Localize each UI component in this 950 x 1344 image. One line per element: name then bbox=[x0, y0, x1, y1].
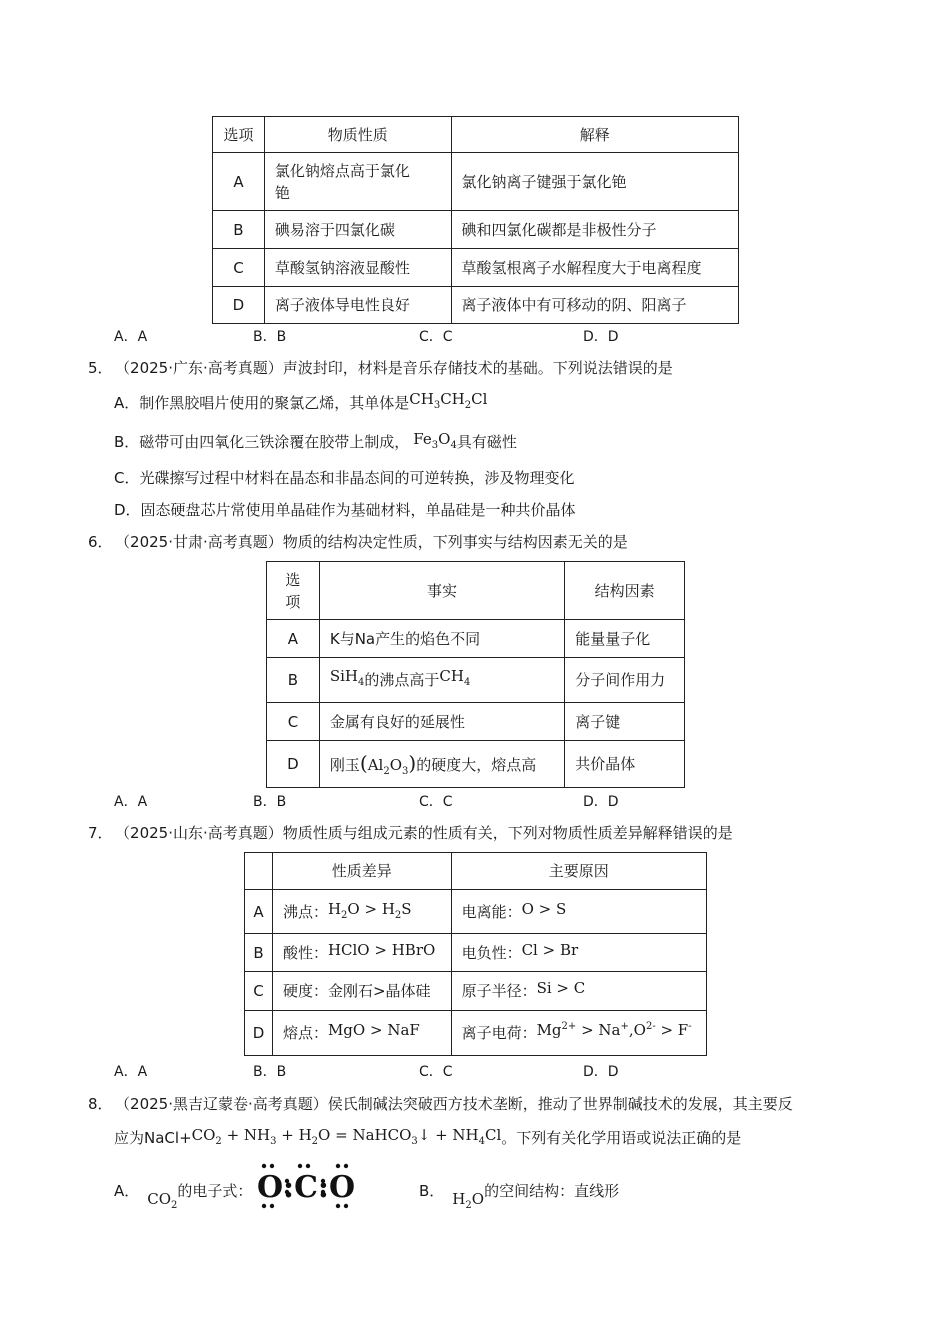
row-difference: 熔点：MgO > NaF bbox=[272, 1011, 451, 1056]
row-option: C bbox=[267, 703, 320, 741]
row-explanation: 离子液体中有可移动的阴、阳离子 bbox=[451, 287, 738, 324]
q4-table bbox=[212, 116, 739, 324]
header-reason: 主要原因 bbox=[451, 853, 706, 890]
choice-b[interactable]: B．B bbox=[253, 794, 287, 810]
row-option: A bbox=[245, 890, 273, 934]
q7-table bbox=[244, 852, 707, 1056]
row-option: A bbox=[267, 620, 320, 658]
row-option: A bbox=[213, 153, 265, 211]
choice-d[interactable]: D．D bbox=[583, 329, 619, 345]
row-property: 离子液体导电性良好 bbox=[264, 287, 451, 324]
row-explanation: 氯化钠离子键强于氯化铯 bbox=[451, 153, 738, 211]
header-difference: 性质差异 bbox=[272, 853, 451, 890]
header-option: 选 项 bbox=[267, 562, 320, 620]
row-factor: 分子间作用力 bbox=[565, 658, 685, 703]
row-reason: 电离能：O > S bbox=[451, 890, 706, 934]
table-row bbox=[213, 287, 739, 324]
q5-option-a[interactable]: A．制作黑胶唱片使用的聚氯乙烯，其单体是$CH_3CH_2Cl$ bbox=[114, 390, 488, 412]
choice-c[interactable]: C．C bbox=[419, 794, 453, 810]
table-row bbox=[213, 211, 739, 249]
row-difference: 沸点：$H_2O > H_2S$ bbox=[272, 890, 451, 934]
choice-a[interactable]: A．A bbox=[114, 794, 148, 810]
row-difference: 硬度：金刚石>晶体硅 bbox=[272, 972, 451, 1011]
row-factor: 共价晶体 bbox=[565, 741, 685, 788]
choice-b[interactable]: B．B bbox=[253, 329, 287, 345]
row-reason: 电负性：Cl > Br bbox=[451, 934, 706, 972]
row-option: B bbox=[267, 658, 320, 703]
table-row bbox=[267, 620, 685, 658]
header-fact: 事实 bbox=[319, 562, 564, 620]
q7-stem: 7． （2025·山东·高考真题）物质性质与组成元素的性质有关，下列对物质性质差异解释错误的是 bbox=[88, 824, 733, 842]
row-option: C bbox=[245, 972, 273, 1011]
row-option: C bbox=[213, 249, 265, 287]
row-fact: 金属有良好的延展性 bbox=[319, 703, 564, 741]
row-property: 氯化钠熔点高于氯化 铯 bbox=[264, 153, 451, 211]
q8-stem-line1: 8． （2025·黑吉辽蒙卷·高考真题）侯氏制碱法突破西方技术垄断，推动了世界制碱技术的发展，其主要反 bbox=[88, 1095, 793, 1113]
table-row bbox=[245, 972, 707, 1011]
row-reason: 原子半径：Si > C bbox=[451, 972, 706, 1011]
row-property: 草酸氢钠溶液显酸性 bbox=[264, 249, 451, 287]
choice-d[interactable]: D．D bbox=[583, 794, 619, 810]
row-fact: K与Na产生的焰色不同 bbox=[319, 620, 564, 658]
table-row bbox=[213, 249, 739, 287]
table-row bbox=[213, 153, 739, 211]
q6-stem: 6． （2025·甘肃·高考真题）物质的结构决定性质，下列事实与结构因素无关的是 bbox=[88, 533, 628, 551]
header-property: 物质性质 bbox=[264, 117, 451, 153]
row-property: 碘易溶于四氯化碳 bbox=[264, 211, 451, 249]
row-difference: 酸性：HClO > HBrO bbox=[272, 934, 451, 972]
q8-option-a[interactable]: A． $CO_2$的电子式： bbox=[114, 1182, 253, 1211]
header-explanation: 解释 bbox=[451, 117, 738, 153]
q6-table bbox=[266, 561, 685, 788]
q5-option-c[interactable]: C．光碟擦写过程中材料在晶态和非晶态间的可逆转换，涉及物理变化 bbox=[114, 469, 575, 487]
row-reason: 离子电荷：$Mg^{2+} > Na^+,O^{2-} > F^-$ bbox=[451, 1011, 706, 1056]
q8-option-b[interactable]: B． $H_2O$的空间结构：直线形 bbox=[419, 1182, 620, 1211]
row-option: B bbox=[213, 211, 265, 249]
table-row bbox=[267, 703, 685, 741]
row-explanation: 碘和四氯化碳都是非极性分子 bbox=[451, 211, 738, 249]
q8-stem-line2: 应为$NaCl+CO_2 + NH_3 + H_2O$ = NaHCO$_3$↓ + $NH_4Cl$。下列有关化学用语或说法正确的是 bbox=[114, 1126, 742, 1147]
table-row bbox=[245, 1011, 707, 1056]
q5-option-d[interactable]: D．固态硬盘芯片常使用单晶硅作为基础材料，单晶硅是一种共价晶体 bbox=[114, 501, 576, 519]
choice-a[interactable]: A．A bbox=[114, 329, 148, 345]
q5-option-b[interactable]: B．磁带可由四氧化三铁涂覆在胶带上制成， $Fe_3O_4$具有磁性 bbox=[114, 430, 517, 451]
table-row bbox=[245, 890, 707, 934]
row-option: D bbox=[267, 741, 320, 788]
co2-electron-formula bbox=[254, 1161, 358, 1211]
choice-c[interactable]: C．C bbox=[419, 1064, 453, 1080]
row-option: B bbox=[245, 934, 273, 972]
row-factor: 能量量子化 bbox=[565, 620, 685, 658]
row-factor: 离子键 bbox=[565, 703, 685, 741]
row-option: D bbox=[213, 287, 265, 324]
header-blank bbox=[245, 853, 273, 890]
table-row bbox=[245, 934, 707, 972]
choice-c[interactable]: C．C bbox=[419, 329, 453, 345]
choice-a[interactable]: A．A bbox=[114, 1064, 148, 1080]
header-factor: 结构因素 bbox=[565, 562, 685, 620]
q5-stem: 5． （2025·广东·高考真题）声波封印，材料是音乐存储技术的基础。下列说法错误的是 bbox=[88, 359, 673, 377]
choice-d[interactable]: D．D bbox=[583, 1064, 619, 1080]
row-option: D bbox=[245, 1011, 273, 1056]
co2-structure-letters: O:C:O bbox=[257, 1170, 355, 1205]
row-fact: 刚玉$(Al_2O_3)$的硬度大，熔点高 bbox=[319, 741, 564, 788]
table-row bbox=[267, 741, 685, 788]
choice-b[interactable]: B．B bbox=[253, 1064, 287, 1080]
table-row bbox=[267, 658, 685, 703]
row-fact: SiH$_4$的沸点高于$CH_4$ bbox=[319, 658, 564, 703]
header-option: 选项 bbox=[213, 117, 265, 153]
row-explanation: 草酸氢根离子水解程度大于电离程度 bbox=[451, 249, 738, 287]
